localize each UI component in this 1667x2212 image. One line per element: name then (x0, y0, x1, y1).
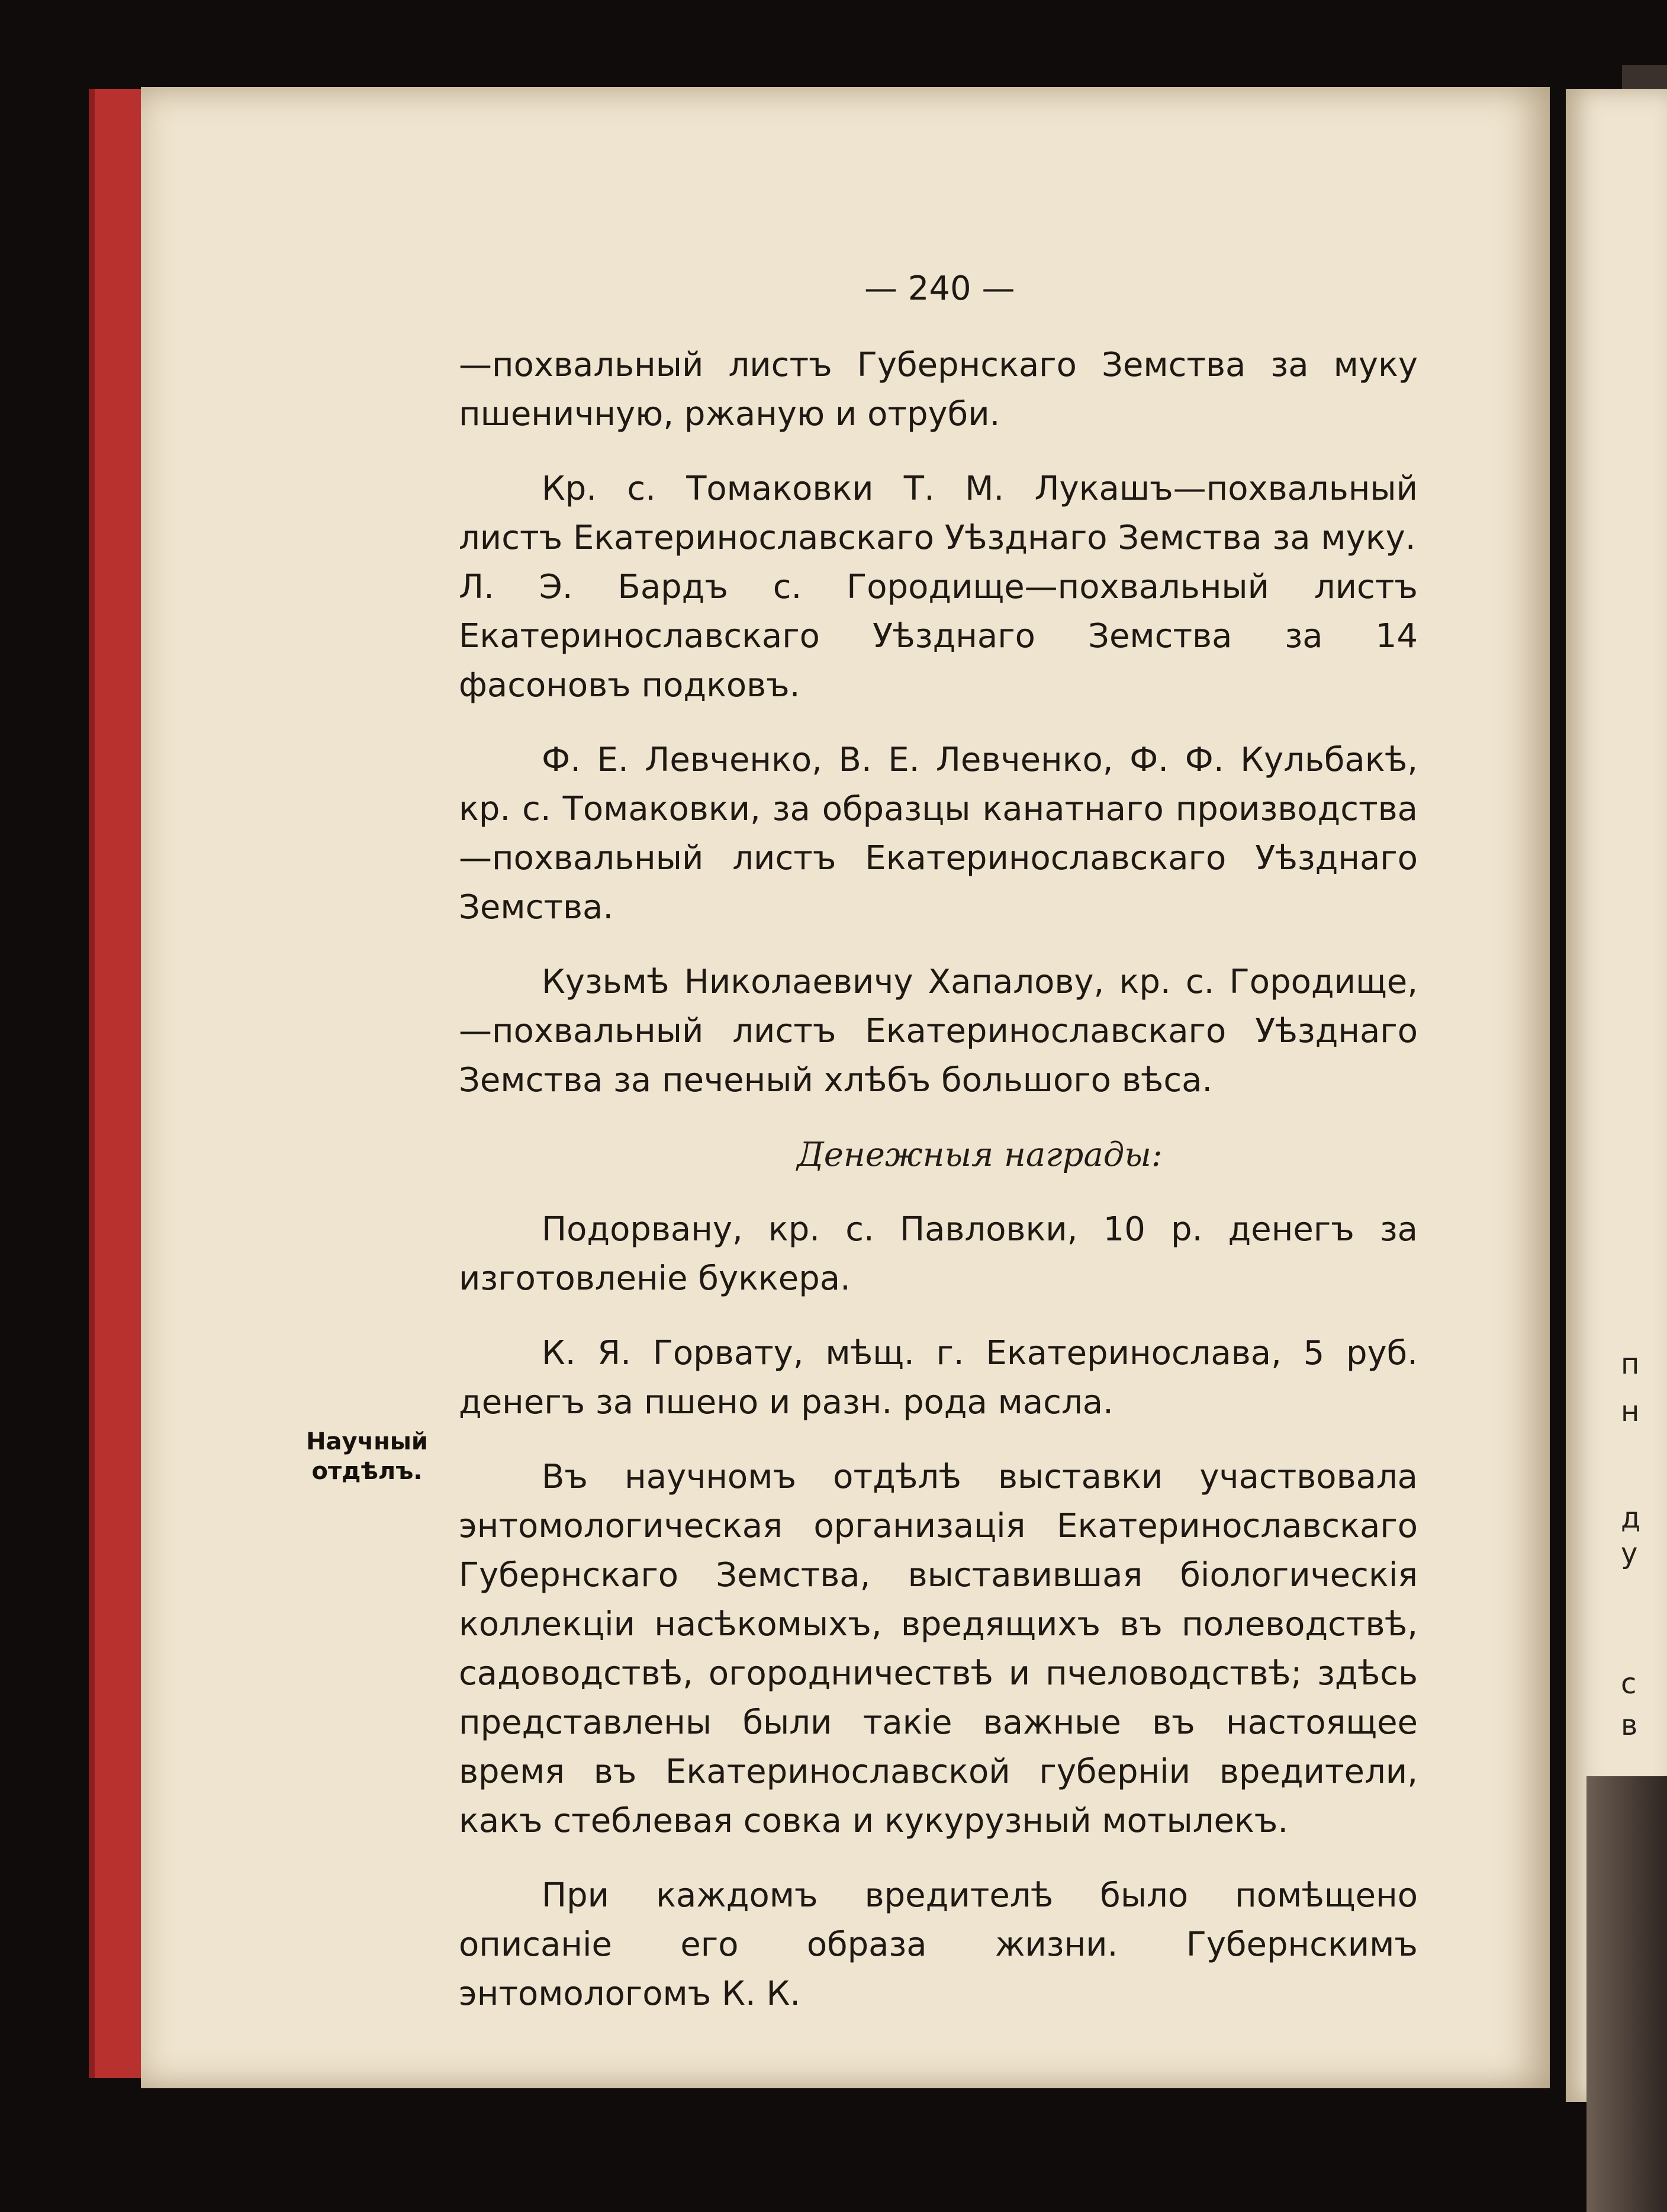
page-text (459, 340, 1418, 2044)
adjacent-letter: в (1621, 1709, 1638, 1742)
paragraph: Кр. с. Томаковки Т. М. Лукашъ—похвальный листъ Екатеринославскаго Уѣзднаго Земства за муку. Л. Э. Бардъ с. Городище—похвальный листъ Екатеринославскаго Уѣзднаго Земства за 14 фасоновъ подковъ. (459, 470, 1418, 705)
paragraph: Кузьмѣ Николаевичу Хапалову, кр. с. Городище,—похвальный листъ Екатеринославскаго Уѣзднаго Земства за печеный хлѣбъ большого вѣса. (459, 963, 1418, 1099)
adjacent-letter: д (1621, 1502, 1641, 1535)
paragraph: При каждомъ вредителѣ было помѣщено описаніе его образа жизни. Губернскимъ энтомологомъ К. К. (459, 1876, 1418, 2013)
page-number: — 240 — (864, 269, 1015, 308)
paragraph: —похвальный листъ Губернскаго Земства за муку пшеничную, ржаную и отруби. (459, 346, 1418, 433)
section-heading-cash-awards: Денежныя награды: (797, 1136, 1163, 1174)
book-cover-right (1586, 1776, 1667, 2212)
paragraph: Подорвану, кр. с. Павловки, 10 р. денегъ за изготовленіе буккера. (459, 1210, 1418, 1298)
margin-note-scientific-section: Научный отдѣлъ. (306, 1428, 428, 1485)
paragraph: Ф. Е. Левченко, В. Е. Левченко, Ф. Ф. Кульбакѣ, кр. с. Томаковки, за образцы канатнаго производства—похвальный листъ Екатеринославскаго Уѣзднаго Земства. (459, 741, 1418, 927)
adjacent-letter: с (1621, 1667, 1637, 1700)
paragraph: Въ научномъ отдѣлѣ выставки участвовала энтомологическая организація Екатеринославскаго Губернскаго Земства, выставившая біологическія коллекціи насѣкомыхъ, вредящихъ въ полеводствѣ, садоводствѣ, огородничествѣ и пчеловодствѣ; здѣсь представлены были такіе важные въ настоящее время въ Екатеринославской губерніи вредители, какъ стеблевая совка и кукурузный мотылекъ. (459, 1458, 1418, 1840)
adjacent-letter: у (1621, 1537, 1638, 1570)
adjacent-letter: н (1621, 1395, 1640, 1428)
adjacent-letter: п (1621, 1348, 1640, 1381)
paragraph: К. Я. Горвату, мѣщ. г. Екатеринослава, 5 руб. денегъ за пшено и разн. рода масла. (459, 1334, 1418, 1422)
